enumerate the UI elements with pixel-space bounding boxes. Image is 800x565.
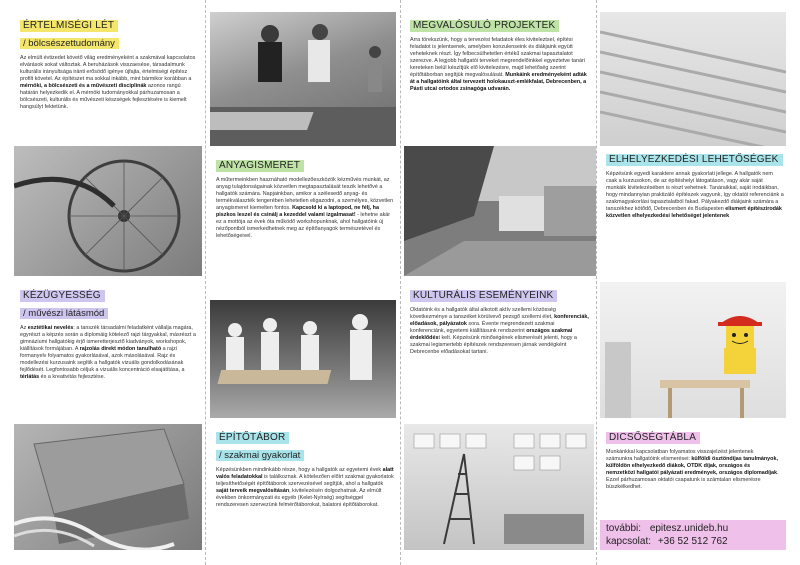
photo-students-group [210, 300, 396, 418]
photo-concrete-cast [14, 424, 202, 550]
section-megvalosulo [404, 12, 596, 146]
section-epitotabor [210, 424, 400, 550]
phone-label: kapcsolat: [606, 536, 652, 547]
photo-ceiling-lamellas [600, 12, 786, 146]
section-subtitle: / művészi látásmód [20, 308, 108, 319]
section-body: Képzésünk egyedi karaktere annak gyakorlati jellege. A hallgatók nem csak a kurzusokon, de az építéshelyi látogatáson, vagy akár saját munkáik kivitelezésében is részt vehetnek. Tanáraikkal, saját irodáikban, hogy mindannyian praktizáló építészek vagyunk, így oktatói referenciánk a szakmagyakorlási tapasztalatból fakad. Pályakezdő diákjaink számára a tanszékhez kötődő, Debrecenben és Budapesten elismert építészirodák közvetlen elhelyezkedési lehetőséget jelentenek [606, 171, 784, 220]
photo-lego-figure [600, 282, 786, 418]
section-kezugyesseg [14, 282, 202, 418]
section-body: Munkánkkal kapcsolatban folyamatos visszajelzést jelentenek számunkra hallgatóink elismerései: külföldi ösztöndíjas tanulmányok, külföldön elhelyezkedő diákok, OTDK díjak, országos és nemzetközi hallgatói pályázati eredmények, országos diplomadíjak. Ezzel párhuzamosan oktatói csapatunk is számtalan elismerésre büszkélkedhet. [606, 449, 779, 491]
photo-exhibition-ladder [404, 424, 594, 550]
contact-box [600, 520, 786, 550]
section-title: KÉZÜGYESSÉG [20, 290, 105, 302]
phone-number[interactable]: +36 52 512 762 [657, 536, 728, 547]
section-anyag [210, 152, 400, 276]
section-title: MEGVALÓSULÓ PROJEKTEK [410, 20, 559, 32]
photo-concrete-icon [14, 424, 202, 550]
section-body: A műtermeinkben hasznáható modellezőeszközök kézművés munkát, az anyag tulajdonságainak közvetlen megtapasztalását teszik lehetővé a hallgatók számára. Napjainkban, amikor a szélesedő anyag- és termékválaszték tengerében lehetetlen eligazodni, a személyes, közvetlen anyagismeret kiemelten fontos. Kapcsold ki a laptopod, ne félj, ha piszkos leszel és csinálj a kezeddel valami izgalmasat! - lehetne akár ez a mottója az évek óta működő workshopunknak, ahol hallgatóink új nézőpontból ismerkedhetnek meg az építőanyagok természetével és lehetőségeivel. [216, 177, 394, 240]
section-body: Oktatóink és a hallgatók által alkotott aktív szellemi közösség következménye a tanszéket körülvevő pezsgő szellemi élet, konferenciák, előadások, pályázatok sora. Évente megrendezett szakmai konferenciánk, egyetemi kiállításunk rendszerint országos szakmai érdeklődést kelt. Képzésünk minőségének elismerését jelenti, hogy a szakmai legismertebb építészek rendszeresen járnak vendégként Debrecenbe előadásokat tartani. [410, 307, 589, 356]
photo-people-icon [210, 300, 396, 418]
section-body: Az elmúlt évtizedet követő világ eredményeként a szakmával kapcsolatos elvárások sokat változtak. A beruházások visszaesése, társadalmunk kulturális irányultsága iránti erősödő igénye újfajta, értelmiségi építész profilt követel. Az építészet ma sokkal inkább, mint bármikor korábban a mérnöki, a bölcsészeti és a művészeti disciplínák azonos rangú határán helyezkedik el. A mérnöki tudományokkal párhuzamosan a bölcsészeti, kulturális és művészeti készségek fejlesztésére is kiemelt hangsúlyt fektetünk. [20, 55, 196, 111]
phone-line [606, 535, 780, 548]
fold-line [596, 0, 597, 565]
section-ertelmisegi [14, 12, 202, 146]
photo-building-exterior [404, 146, 596, 276]
section-body: Képzésünkben mindinkább része, hogy a hallgatók az egyetemi évek alatt valós feladatokkal is találkoznak. A kötelezően előírt szakmai gyakorlatok teljesíthetőségét építőtáborok szervezésével segítjük, ahol a hallgatók saját terveik megvalósításán, kivitelezésén dolgozhatnak. Az elmúlt években önkormányzati és egyéb (Kelet-Nyírség) segítséggel rendszeresen szervezünk felmérőtáborokat, balatoni építőtáborokat. [216, 467, 394, 509]
fold-line [205, 0, 206, 565]
photo-workshop-building [210, 12, 396, 146]
photo-lamella-icon [600, 12, 786, 146]
section-subtitle: / szakmai gyakorlat [216, 450, 304, 461]
section-subtitle: / bölcsészettudomány [20, 38, 119, 49]
section-body: Arra törekszünk, hogy a tervezési feladatok éles kiviteleztsel, építési feladatot is jelentsenek, amelyben konzulenseink és diákjaink együtt veheteknek részt. Így felbecsülhetetlen értékű szakmai tapasztalatot szerezve. A legjobb hallgatói terveket megrendelőinkkel egyeztetve tanári kereteken belül készítjük elő kivitelezésre, majd lehetőség szerint építőtáborban segítjük megvalósulását. Munkáink eredményeként adták át a hallgatóink által tervezett holokauszt-emlékfalat, Debrecenben, a Pásti utcai ortodox zsinagóga udvarán. [410, 37, 587, 93]
section-kulturalis [404, 282, 596, 418]
section-title: ANYAGISMERET [216, 160, 304, 172]
section-title: DICSŐSÉGTÁBLA [606, 432, 700, 444]
photo-bicycle-sculpture [14, 146, 202, 276]
section-title: ELHELYEZKEDÉSI LEHETŐSÉGEK [606, 154, 783, 166]
photo-exhibition-icon [404, 424, 594, 550]
website-link[interactable]: epitesz.unideb.hu [649, 523, 729, 534]
section-elhelyezkedesi [600, 146, 790, 276]
photo-wheel-icon [14, 146, 202, 276]
website-label: további: [606, 523, 642, 534]
section-dicsoseg [600, 424, 786, 520]
section-body: Az esztétikai nevelés: a tanszék társadalmi feladatként vállalja magára, egyrészt a képzés során a diplomáig kötelező rajzi tárgyakkal, másrészt a gimnáziumi hallgatókig érjő ismeretterjesztő kiadványok, workshopok, kiállítások formájában. A rajzolás direkt módon tanulható a rajzi formanyelv folyamatos gyakorlásával, azok másolásával. Rajz és modellezési kurzusaink segítik a hallgatók vizuális gondolkodásának fejlődését. Legfontosabb céljuk a vizuális koncentráció elsajátítása, a térlátás és a kreativitás fejlesztése. [20, 325, 196, 381]
photo-workers-icon [210, 12, 396, 146]
section-title: ÉRTELMISÉGI LÉT [20, 20, 118, 32]
photo-building-icon [404, 146, 596, 276]
section-title: ÉPÍTŐTÁBOR [216, 432, 289, 444]
section-title: KULTURÁLIS ESEMÉNYEINK [410, 290, 557, 302]
lego-worker-icon [600, 282, 786, 418]
fold-line [400, 0, 401, 565]
website-line [606, 522, 780, 535]
